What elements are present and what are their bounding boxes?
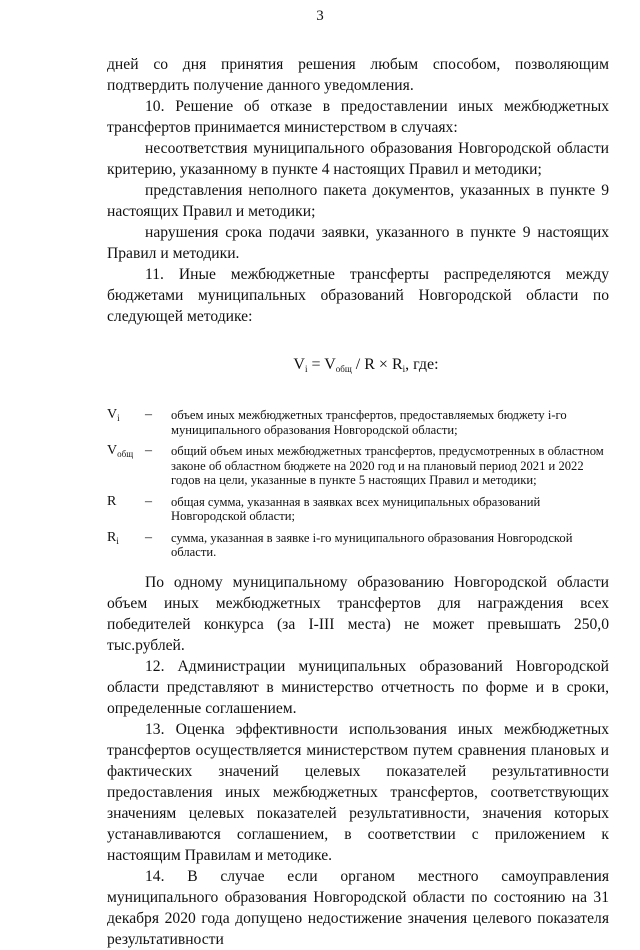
body-paragraph: По одному муниципальному образованию Новгородской области объем иных межбюджетных трансфертов для награждения всех победителей конкурса (за I-III места) не может превышать 250,0 тыс.рублей. [107,573,609,654]
body-paragraph: 11. Иные межбюджетные трансферты распределяются между бюджетами муниципальных образований Новгородской области по следующей методике: [107,266,609,325]
definition-dash: – [145,407,152,422]
definition-symbol-base: V [107,443,118,458]
definition-dash: – [145,529,152,545]
body-paragraph: дней со дня принятия решения любым способом, позволяющим подтвердить получение данного уведомления. [107,56,609,94]
definition-text: общий объем иных межбюджетных трансфертов, предусмотренных в областном законе об областном бюджете на 2020 год и на плановый период 2021 и 2022 годов на цели, указанные в пункте 5 настоящих Правил и методики; [171,444,604,487]
formula-v: V [324,356,336,373]
formula-definitions [107,408,609,560]
definition-symbol-sub: i [116,535,119,546]
formula-lhs-sub: i [304,364,308,374]
body-paragraph: 12. Администрации муниципальных образований Новгородской области представляют в министерство отчетность по форме и в сроки, определенные соглашением. [107,657,609,717]
definition-symbol-base: R [107,529,117,545]
body-paragraph: нарушения срока подачи заявки, указанного в пункте 9 настоящих Правил и методики. [107,224,609,262]
definition-row [107,444,609,488]
definition-text: общая сумма, указанная в заявках всех муниципальных образований Новгородской области; [171,494,541,523]
definition-text: сумма, указанная в заявке i-го муниципального образования Новгородской области. [171,530,573,559]
definition-row [107,495,609,524]
body-paragraph: представления неполного пакета документов, указанных в пункте 9 настоящих Правил и методики; [107,182,609,220]
definition-symbol-sub: i [117,413,120,423]
body-paragraph: 13. Оценка эффективности использования иных межбюджетных трансфертов осуществляется министерством путем сравнения плановых и фактических значений целевых показателей результативности предоставления иных межбюджетных трансфертов, соответствующих значениям целевых показателей результативности, значения которых устанавливаются соглашением, в соответствии с приложением к настоящим Правилам и методике. [107,720,609,864]
definition-symbol-base: V [107,407,118,422]
formula-v-sub: общ [335,364,352,374]
definition-row [107,531,609,560]
definition-symbol [107,444,145,488]
definition-symbol [107,531,145,560]
formula-r-sub: i [402,364,406,374]
distribution-formula [107,354,609,380]
document-body [107,54,609,950]
definition-symbol [107,408,145,437]
definition-dash: – [145,443,152,458]
paragraphs-before [107,54,609,327]
definition-row [107,408,609,437]
paragraphs-after [107,572,609,950]
body-paragraph: 10. Решение об отказе в предоставлении иных межбюджетных трансфертов принимается министерством в случаях: [107,98,609,136]
body-paragraph: 14. В случае если органом местного самоуправления муниципального образования Новгородской области по состоянию на 31 декабря 2020 года допущено недостижение значения целевого показателя результативности [107,867,609,948]
formula-rest: / R × R [351,356,403,373]
formula-lhs: V [293,356,305,373]
formula-tail: , где: [405,356,439,373]
definition-symbol-sub: общ [117,449,134,459]
definition-symbol-base: R [107,493,117,509]
definition-text: объем иных межбюджетных трансфертов, предоставляемых бюджету i-го муниципального образования Новгородской области; [171,408,567,437]
page-number: 3 [316,8,324,24]
formula-eq: = [307,356,325,373]
body-paragraph: несоответствия муниципального образования Новгородской области критерию, указанному в пункте 4 настоящих Правил и методики; [107,140,609,178]
definition-symbol [107,495,145,524]
definition-dash: – [145,493,152,509]
